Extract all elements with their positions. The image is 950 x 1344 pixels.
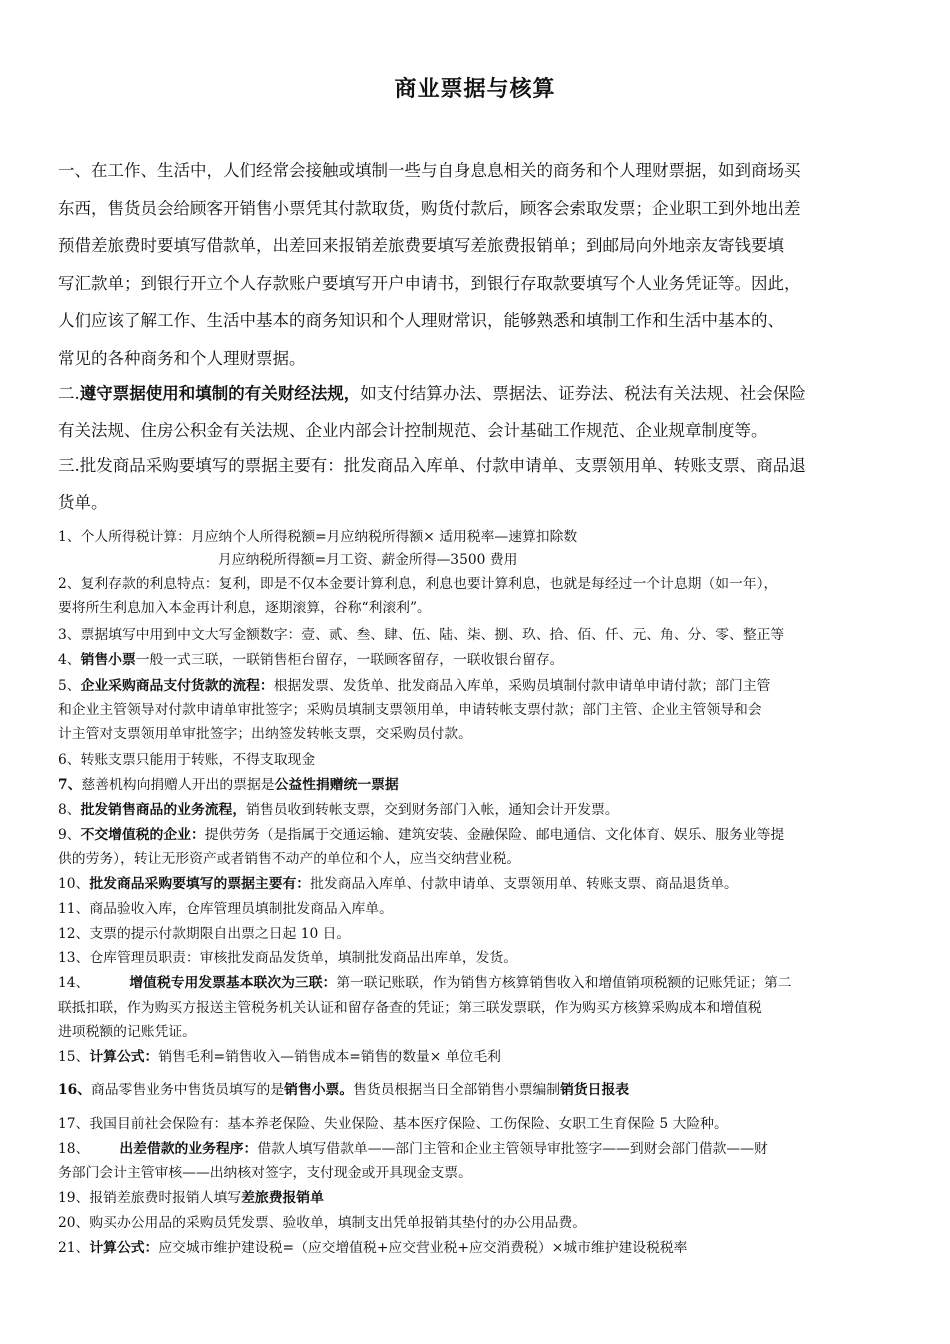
text-segment: 根据发票、发货单、批发商品入库单，采购员填制付款申请单申请付款；部门主管 <box>273 678 771 694</box>
list-item-continuation: 计主管对支票领用单审批签字；出纳签发转帐支票，交采购员付款。 <box>58 726 472 742</box>
item-number: 4、 <box>58 652 81 668</box>
text-line: 人们应该了解工作、生活中基本的商务知识和个人理财常识，能够熟悉和填制工作和生活中基本的、 <box>58 311 784 330</box>
list-item <box>58 676 904 698</box>
text-segment: 批发商品入库单、付款申请单、支票领用单、转账支票、商品退货单。 <box>310 876 738 892</box>
text-line: 一、在工作、生活中，人们经常会接触或填制一些与自身息息相关的商务和个人理财票据，如到商场买 <box>58 161 801 180</box>
text-segment: 一般一式三联，一联销售柜台留存，一联顾客留存，一联收银台留存。 <box>135 652 564 668</box>
bold-phrase: 增值税专用发票基本联次为三联： <box>129 975 337 991</box>
list-item: 1、个人所得税计算：月应纳个人所得税额=月应纳税所得额× 适用税率—速算扣除数 <box>58 529 578 545</box>
list-item <box>58 1047 904 1069</box>
text-segment: 售货员根据当日全部销售小票编制 <box>353 1082 561 1098</box>
list-item: 12、支票的提示付款期限自出票之日起 10 日。 <box>58 926 351 942</box>
list-item <box>58 825 904 847</box>
text-segment: 商品零售业务中售货员填写的是 <box>91 1082 285 1098</box>
item-number: 18、 <box>58 1141 90 1157</box>
list-item <box>58 1080 904 1102</box>
list-item-continuation: 进项税额的记账凭证。 <box>58 1024 196 1040</box>
list-item-continuation: 务部门会计主管审核——出纳核对签字，支付现金或开具现金支票。 <box>58 1165 472 1181</box>
bold-phrase: 不交增值税的企业： <box>80 827 205 843</box>
text-line: 有关法规、住房公积金有关法规、企业内部会计控制规范、会计基础工作规范、企业规章制度等。 <box>58 421 768 440</box>
text-segment: 提供劳务（是指属于交通运输、建筑安装、金融保险、邮电通信、文化体育、娱乐、服务业等提 <box>204 827 785 843</box>
item-number: 21、 <box>58 1240 90 1256</box>
item-number: 15、 <box>58 1049 90 1065</box>
text-segment: 销售员收到转帐支票，交到财务部门入帐，通知会计开发票。 <box>246 802 619 818</box>
list-item: 3、票据填写中用到中文大写金额数字：壹、贰、叁、肆、伍、陆、柒、捌、玖、拾、佰、仟、元、角、分、零、整正等 <box>58 627 785 643</box>
list-item-continuation: 要将所生利息加入本金再计利息，逐期滚算，谷称“利滚利”。 <box>58 600 431 616</box>
bold-phrase: 差旅费报销单 <box>241 1190 324 1206</box>
list-item <box>58 800 904 822</box>
list-item: 2、复利存款的利息特点：复利，即是不仅本金要计算利息，利息也要计算利息，也就是每经过一个计息期（如一年）， <box>58 576 778 592</box>
bold-phrase: 销售小票。 <box>284 1082 354 1098</box>
text-line: 三.批发商品采购要填写的票据主要有：批发商品入库单、付款申请单、支票领用单、转账支票、商品退 <box>58 456 806 475</box>
bold-phrase: 企业采购商品支付货款的流程： <box>80 678 274 694</box>
bold-phrase: 公益性捐赠统一票据 <box>274 777 399 793</box>
list-item <box>58 775 904 797</box>
text-segment: 销售毛利=销售收入—销售成本=销售的数量× 单位毛利 <box>158 1049 501 1065</box>
item-number: 10、 <box>58 876 90 892</box>
list-item: 11、商品验收入库，仓库管理员填制批发商品入库单。 <box>58 901 393 917</box>
list-item <box>58 650 904 672</box>
text-segment: 应交城市维护建设税=（应交增值税+应交营业税+应交消费税）×城市维护建设税税率 <box>158 1240 688 1256</box>
text-segment: 慈善机构向捐赠人开出的票据是 <box>81 777 275 793</box>
section-number: 二. <box>58 384 80 403</box>
list-item-continuation: 和企业主管领导对付款申请单审批签字；采购员填制支票领用单，申请转帐支票付款；部门主管、企业主管领导和会 <box>58 702 762 718</box>
text-segment: 第一联记账联，作为销售方核算销售收入和增值销项税额的记账凭证；第二 <box>336 975 792 991</box>
item-number: 9、 <box>58 827 81 843</box>
text-segment: 19、报销差旅费时报销人填写 <box>58 1190 242 1206</box>
list-item <box>58 1188 904 1210</box>
bold-phrase: 出差借款的业务程序： <box>119 1141 258 1157</box>
list-item: 20、购买办公用品的采购员凭发票、验收单，填制支出凭单报销其垫付的办公用品费。 <box>58 1215 587 1231</box>
text-line <box>58 375 904 413</box>
list-item: 6、转账支票只能用于转账，不得支取现金 <box>58 752 316 768</box>
list-item <box>58 973 904 995</box>
bold-phrase: 批发商品采购要填写的票据主要有： <box>89 876 311 892</box>
list-item: 17、我国目前社会保险有：基本养老保险、失业保险、基本医疗保险、工伤保险、女职工生育保险 5 大险种。 <box>58 1116 728 1132</box>
item-number: 16、 <box>58 1082 91 1098</box>
item-number: 14、 <box>58 975 90 991</box>
text-line: 写汇款单；到银行开立个人存款账户要填写开户申请书，到银行存取款要填写个人业务凭证等。因此， <box>58 274 801 293</box>
list-item <box>58 1139 904 1161</box>
item-number: 5、 <box>58 678 81 694</box>
bold-phrase: 销货日报表 <box>560 1082 630 1098</box>
bold-phrase: 遵守票据使用和填制的有关财经法规， <box>79 384 361 403</box>
text-line: 常见的各种商务和个人理财票据。 <box>58 349 306 368</box>
page-title: 商业票据与核算 <box>394 76 556 102</box>
list-item <box>58 1238 904 1260</box>
list-item-continuation: 供的劳务），转让无形资产或者销售不动产的单位和个人，应当交纳营业税。 <box>58 851 521 867</box>
text-line: 货单。 <box>58 493 108 512</box>
text-line: 东西，售货员会给顾客开销售小票凭其付款取货，购货付款后，顾客会索取发票；企业职工到外地出差 <box>58 199 801 218</box>
bold-phrase: 计算公式： <box>89 1049 159 1065</box>
bold-phrase: 计算公式： <box>89 1240 159 1256</box>
list-item <box>58 874 904 896</box>
text-line: 预借差旅费时要填写借款单，出差回来报销差旅费要填写差旅费报销单；到邮局向外地亲友寄钱要填 <box>58 236 784 255</box>
bold-phrase: 批发销售商品的业务流程， <box>80 802 247 818</box>
list-item-continuation: 联抵扣联，作为购买方报送主管税务机关认证和留存备查的凭证；第三联发票联，作为购买方核算采购成本和增值税 <box>58 1000 762 1016</box>
list-item-continuation: 月应纳税所得额=月工资、薪金所得—3500 费用 <box>218 552 518 568</box>
item-number: 8、 <box>58 802 81 818</box>
list-item: 13、仓库管理员职责：审核批发商品发货单，填制批发商品出库单，发货。 <box>58 950 518 966</box>
text-segment: 借款人填写借款单——部门主管和企业主管领导审批签字——到财会部门借款——财 <box>257 1141 768 1157</box>
text-segment: 如支付结算办法、票据法、证券法、税法有关法规、社会保险 <box>360 384 806 403</box>
item-number: 7、 <box>58 777 82 793</box>
bold-phrase: 销售小票 <box>80 652 136 668</box>
